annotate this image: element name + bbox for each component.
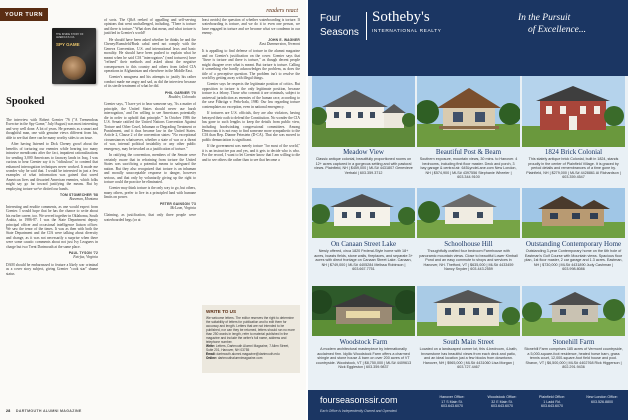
letter-text: of sorts. The Q&A reeked of appalling and self-serving opinions that went unchallenged, including, "There is torture and there is torture." What does that mean, and what torture is justified in Grenier's world? xyxy=(104,18,196,36)
listing-title[interactable]: 1824 Brick Colonial xyxy=(544,148,603,156)
letter-text: It is appalling to find defense of torture in the alumni magazine and on Grenier's justification on the cover. Grenier says that "there is torture and there is torture," as though decent people might disagree over what is meant. But torture is torture. Calling it something else hardly acknowledges the problem, as does the title of a perceptive question. The problem isn't to resolve the world by getting away with illegal things. xyxy=(202,49,300,80)
office-phone: 603.526.8800 xyxy=(591,399,613,404)
write-label: Write: xyxy=(206,344,215,348)
listing-description: Newly offered, circa 1820 Federal-Style home with 18+ acres, boasts fields, stone walls, fireplaces, and separate 3+ acres with direct frontage on Canaan Street Lake. Canaan, NH | $749,000 | MLS# 4405284 Melissa Robinson | 603.667.7751 xyxy=(314,249,413,272)
website-link[interactable]: fourseasonssir.com xyxy=(320,395,398,405)
letter-location: Fairfax, Virginia xyxy=(73,255,98,260)
running-header: readers react xyxy=(160,8,298,17)
article-headline: Spooked xyxy=(6,96,45,107)
listing-title[interactable]: Schoolhouse Hill xyxy=(444,240,493,248)
letter-text: Interesting and erudite comments, as one would expect from Grenier. I would hope that he has the chance to write about his earlier career, too. We served together in Oklahoma, South Arabia, in 1986-87. I was the State Department deputy principal officer and occasional intelligence liaison officer. We saw the tenor of the times. It was as then with both the State Department and the CIA were talking about diversity and change, as it was not necessarily a surprise when there were some caustic comments about not just Ivy Leaguers in charge but two Trent Dartmouth at the same place. xyxy=(6,204,98,249)
letters-column-1 xyxy=(6,118,98,278)
listing-description: A modern architectural masterpiece by internationally acclaimed firm. Idyllic Woodstock Farm offers a charmed shingle and stone house & barn on over 200 acres of VT countryside. Woodstock, VT | $8,750,000 | MLS# 4409613 Nick Eggleston | 603.359.9837 xyxy=(315,347,412,370)
ad-header xyxy=(308,0,628,76)
listing-photo-stonehill-farm xyxy=(522,286,625,336)
brand-sothebys: Sotheby's xyxy=(372,9,430,25)
letters-column-3 xyxy=(202,18,300,164)
write-to-us-body: We welcome letters. The editor reserves the right to determine the suitability of letters for publication and to edit them for accuracy and length. Letters that are not intended to be published, nor can they be returned, letters should run no more than 250 words in length, refer to material published in the magazine and include the writer's full name, address and telephone number. xyxy=(206,316,295,344)
letter-signature: PHIL GARNER '70 xyxy=(164,90,196,95)
letter-signature: PAUL TYSON '72 xyxy=(68,251,98,256)
online-label: Online: xyxy=(206,356,217,360)
letter-text: If the government was merely torture "for most of the world," it is an instructive pas and yes, and it gets to decide who is who. For the record, I want to let Grenier know that I am willing to die and to see others die rather than to see that become a xyxy=(202,144,300,162)
magazine-page xyxy=(0,0,306,420)
letter-text: If torturers are U.S. officials, they are also violators, having betrayed their oath to defend the Constitution. No wonder the CIA has gone to such lengths to keep the details from public view, including hoodwinking congressional committees. Among Democrats it is not easy to find someone more sympathetic to the CIA than Rep. Dianne Feinstein (D-CA). That she was moved to public denunciation is significant. xyxy=(202,111,301,142)
listing-photo-schoolhouse-hill xyxy=(417,188,520,238)
write-address xyxy=(206,344,296,352)
letter-signature: TOM STOMECHER '58 xyxy=(60,193,98,198)
listing-photo-brick-colonial xyxy=(522,76,625,147)
office-phone: 603.643.6070 xyxy=(441,404,463,409)
listing-title[interactable]: Outstanding Contemporary Home xyxy=(525,240,622,248)
letter-text: The interview with Robert Grenier '76 ("A Tremendous Exercise in the Spy Game," July/August) was most interesting and very well done. A lot of years. He presents as a smart and thoughtful man, one with genuine views different from his, able to see that there can be many worthy sides to an issue. xyxy=(6,118,98,140)
listing-title[interactable]: Beautiful Post & Beam xyxy=(435,148,502,156)
brand-international-realty: INTERNATIONAL REALTY xyxy=(372,29,442,34)
letter-location: East Dummerston, Vermont xyxy=(259,41,300,46)
letters-column-2 xyxy=(104,18,196,224)
write-to-us-box xyxy=(202,305,300,373)
ad-footer xyxy=(308,390,628,420)
letter-signature: JOHN E. WAGNER xyxy=(268,37,300,42)
listing-description: Thoughtfully crafted four bedroom Farmhouse with panoramic mountain views. Close to beautiful Lower Kimball Pond and an easy commute to shops and services in Hanover, NH. Thetford, VT | $635,000 | MLS# 4433459 Nancy Snyder | 603.443.2559 xyxy=(419,249,518,272)
listing-title[interactable]: On Canaan Street Lake xyxy=(330,240,397,248)
listing-description: Classic antique colonial, beautifully proportioned rooms on 12+ acres captured in a gorgeous setting and with pastoral views. Plainfield, NH | $459,000 | MLS# 4431807 Genevieve Verbaki | 603.359.3712 xyxy=(314,157,413,175)
office-name: Hanover Office: xyxy=(439,395,465,399)
real-estate-ad xyxy=(308,0,628,420)
letter-text: He should have been asked whether he thinks he and the Cheney/Rumsfeld/Bush cabal need not comply with the Geneva Convention, U.S. and international laws and basic morality. He should have been pushed to explain what he meant when he said CIA "interrogators" (read torturers) have "refined" their methods and asked about the negative consequences to this country and others from failed CIA operations in Afghanistan and elsewhere in the Middle East. xyxy=(104,37,196,73)
letter-location: McLean, Virginia xyxy=(170,205,196,210)
listing-title[interactable]: Woodstock Farm xyxy=(339,338,388,346)
letter-location: Bozeman, Montana xyxy=(69,197,98,202)
listing-photo-contemporary xyxy=(522,188,625,238)
office-woodstock xyxy=(478,395,526,409)
ad-tagline xyxy=(518,12,586,36)
listing-photo-south-main xyxy=(417,286,520,336)
office-new-london xyxy=(578,395,626,404)
letter-text: Grenier says he respects the legitimate position of critics. But opposition to torture is the only legitimate position, because torture is a felony. Those who commit it are criminals, subject to universal jurisdiction as enemies of the human race, according to the case Filártiga v. Peña-Irala, 1980. Our law regarding torture contemplates no exception, even in national emergency. xyxy=(202,82,300,109)
magazine-name: DARTMOUTH ALUMNI MAGAZINE xyxy=(15,409,82,413)
listing-description: Outstanding 3-year Contemporary home on the 6th hole of Eastman's Golf Course with Mountain views. Spacious floor plan, 1st floor master, 2 car garage and 1.3 acres. Eastman, NH | $730,000 | MLS# 4431890 Judy Cashman | 603.998.8086 xyxy=(524,249,623,272)
letter-signature: PETER GAINSON '73 xyxy=(159,201,196,206)
office-address: 32 E Main St. xyxy=(491,399,513,404)
page-number: 28 xyxy=(6,409,11,413)
listing-photo-woodstock-farm xyxy=(312,286,415,336)
letter-location: Boulder, Colorado xyxy=(168,94,196,99)
office-address: 1 Ladd Rd. xyxy=(543,399,561,404)
listing-photo-post-beam xyxy=(417,76,520,147)
office-phone: 603.643.6070 xyxy=(491,404,513,409)
write-online xyxy=(206,356,296,360)
listing-title[interactable]: South Main Street xyxy=(443,338,494,346)
write-value: Letters, Dartmouth Alumni Magazine, 7 Allen Street, Suite 201, Hanover, NH 03755 xyxy=(206,344,290,352)
office-name: New London Office: xyxy=(586,395,618,399)
brand-four-seasons xyxy=(320,12,359,40)
listing-title[interactable]: Stonehill Farm xyxy=(552,338,595,346)
tagline-line-2: of Excellence... xyxy=(528,25,587,35)
book-cover-image xyxy=(52,28,96,84)
brand-four: Four xyxy=(320,13,341,24)
listing-photo-meadow-view xyxy=(312,76,415,147)
email-label: Email: xyxy=(206,352,216,356)
page-footer xyxy=(6,409,82,413)
letter-text: In ratifying the convention, members of the Senate were certainly aware that in refraining from torture the United States was sacrificing a potential means to safeguard the nation. But they also recognized that torture is an inhuman and morally unacceptable response to danger, however serious, and that only by voluntarily giving up the right to torture could the practice be eliminated. xyxy=(104,153,196,184)
online-link[interactable]: dartmouthalumnimagazine.com xyxy=(217,356,263,360)
listing-description: Southern exposure, mountain views, 30 mins. to Hanover. 4 bedrooms, including first floor master. Deck and porch, 3 bay garage & central air. 645LyndeLane.com New London, NH | $574,900 | MLS# 4397556 Stephanie Wheeler | 603.344.9100 xyxy=(419,157,518,180)
letter-text: Grenier may think torture is the only way to go, but others, many others, prefer to live in a principled land with humane limits on power. xyxy=(104,186,196,200)
office-name: Plainfield Office: xyxy=(539,395,565,399)
office-phone: 603.643.6070 xyxy=(541,404,563,409)
letter-text: After having listened to Dick Cheney growl about the benefits of torturing our enemies while hearing too many intrusive mendicants after the fact, impatient rationalizations for sending 3,000 Americans to faraway lands in Iraq, I was curious to hear Grenier say it is "ridiculous" to contend that enhanced interrogation techniques never worked. It made me wonder why he said that. I would be interested in just a few examples of what information was gained that saved American lives and thwarted American enemies, which folks might say go far toward justifying the means. But by employing torture we've dirtied our hands. xyxy=(6,142,98,191)
letter-text: DAM should be embarrassed to feature a likely war criminal as a cover story subject, giving Grenier "cook star" shame status xyxy=(6,262,98,276)
write-to-us-heading: WRITE TO US xyxy=(206,309,237,314)
letter-text: Claiming, as justification, that only three people were waterboarded begs (or at xyxy=(104,213,196,222)
listing-description: Stonehill Farm comprises 185 acres of Vermont countryside, a 5,000-square-foot residence, heated horse barn, grass tennis court, 12,000-square-foot field house and pool. Sharon, VT | $6,500,000 | MLS# 4402768 Rick Higgerson | 802.291.9436 xyxy=(524,347,623,370)
office-plainfield xyxy=(528,395,576,409)
letter-text: Grenier says, "I have yet to hear someone say, 'As a matter of principle, the United States should never use harsh interrogation,' and I'm willing to see Americans potentially die in order to uphold that principle.'" In October 1986 the U.S. Senate ratified the United Nations Convention Against Torture and Other Cruel, Inhuman or Degrading Treatment or Punishment, and it thus became law in the United States. Article 2, Clause 2 of the convention states: "No exceptional circumstances whatsoever, whether a state of war or a threat of war, internal political instability or any other public emergency, may be invoked as a justification of torture." xyxy=(104,102,196,151)
email-link[interactable]: dartmouth.alumni.magazine@dartmouth.edu xyxy=(216,352,280,356)
letter-text: Grenier's smugness and his attempts to justify his rather conduct made me angry and sad, as did the interview because of its sterile treatment of what he did. xyxy=(104,75,196,89)
portrait-image xyxy=(62,56,86,80)
brand-seasons: Seasons xyxy=(320,27,359,38)
footer-disclaimer: Each Office is Independently Owned and Operated. xyxy=(320,409,398,413)
office-hanover xyxy=(428,395,476,409)
listing-description: This stately antique brick Colonial, built in 1824, stands proudly in the center of Plainfield Village. It is graced by period details and remembrances of a time gone by. Plainfield, NH | $279,000 | MLS# 4428861 Al Richardson | 603.359.4547 xyxy=(526,157,621,180)
book-subtitle: THE INSIDE STORY OF AMERICA'S CIA xyxy=(56,33,84,39)
brand-divider xyxy=(366,12,367,40)
section-tab: YOUR TURN xyxy=(0,8,48,21)
office-address: 17 S Main St. xyxy=(441,399,463,404)
listing-title[interactable]: Meadow View xyxy=(343,148,384,156)
letter-text: least avoids) the question of whether waterboarding is torture. If waterboarding is torture, and we do it to even one person, we have engaged in torture and we become what we condemn in our enemy. xyxy=(202,18,300,36)
tagline-line-1: In the Pursuit xyxy=(518,13,571,23)
book-title: SPY GAME xyxy=(56,42,80,47)
office-name: Woodstock Office: xyxy=(487,395,517,399)
listing-description: Located on a landscaped corner lot, this 4-bedroom, 4-bath, brownstone has beautiful views from each deck and patio, and an ideal location just a few blocks from downtown. Hanover, NH | $965,000 | MLS# 4431060 Lisa Morgan | 603.727.4467 xyxy=(419,347,518,370)
listing-photo-canaan-lake xyxy=(312,188,415,238)
